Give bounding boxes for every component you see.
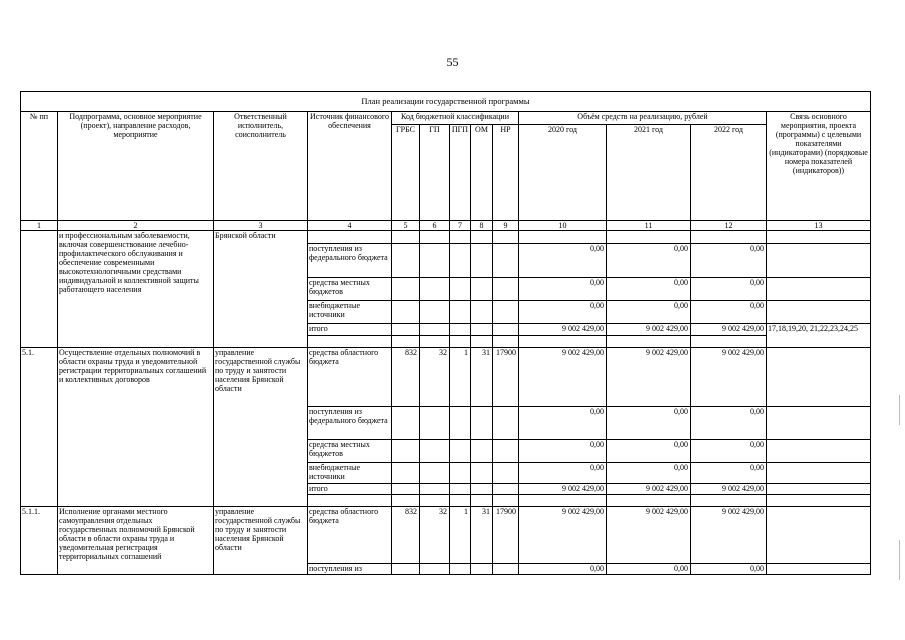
code-np: 17900 [493, 348, 519, 407]
total-2022: 9 002 429,00 [691, 484, 767, 495]
value-2021: 9 002 429,00 [607, 507, 691, 564]
value-2020: 0,00 [519, 463, 607, 484]
code-om: 31 [471, 507, 493, 564]
total-2020: 9 002 429,00 [519, 484, 607, 495]
code-pgp: 1 [450, 348, 471, 407]
column-number-row [21, 221, 871, 231]
value-2022: 9 002 429,00 [691, 507, 767, 564]
value-2021: 0,00 [607, 440, 691, 463]
header-om: ОМ [471, 125, 493, 221]
value-2022: 0,00 [691, 244, 767, 278]
header-amount: Объём средств на реализацию, рублей [519, 112, 767, 125]
value-2022: 0,00 [691, 301, 767, 324]
value-2022: 9 002 429,00 [691, 348, 767, 407]
code-om: 31 [471, 348, 493, 407]
header-source: Источник финансового обеспечения [308, 112, 392, 221]
value-2022: 0,00 [691, 564, 767, 575]
code-gp: 32 [420, 348, 450, 407]
value-2021: 0,00 [607, 244, 691, 278]
source-total: итого [308, 324, 392, 336]
row-executor: управление государственной службы по труду и занятости населения Брянской области [214, 507, 308, 575]
header-2022: 2022 год [691, 125, 767, 221]
header-gp: ГП [420, 125, 450, 221]
source-local: средства местных бюджетов [308, 278, 392, 301]
col-num: 5 [392, 221, 420, 231]
code-pgp: 1 [450, 507, 471, 564]
indicator-numbers: 17,18,19,20, 21,22,23,24,25 [767, 324, 871, 348]
total-2021: 9 002 429,00 [607, 484, 691, 495]
table-row [21, 348, 871, 407]
page-number: 55 [446, 55, 459, 69]
source-total: итого [308, 484, 392, 495]
value-2021: 9 002 429,00 [607, 348, 691, 407]
value-2022: 0,00 [691, 278, 767, 301]
col-num: 3 [214, 221, 308, 231]
value-2021: 0,00 [607, 564, 691, 575]
row-executor: управление государственной службы по труду и занятости населения Брянской области [214, 348, 308, 507]
col-num: 1 [21, 221, 58, 231]
header-executor: Ответственный исполнитель, соисполнитель [214, 112, 308, 221]
header-link: Связь основного мероприятия, проекта (программы) с целевыми показателями (индикаторами) (порядковые номера показателей (индикаторов)) [767, 112, 871, 221]
header-grbs: ГРБС [392, 125, 420, 221]
value-2020: 9 002 429,00 [519, 507, 607, 564]
col-num: 11 [607, 221, 691, 231]
source-local: средства местных бюджетов [308, 440, 392, 463]
value-2022: 0,00 [691, 440, 767, 463]
header-num: № пп [21, 112, 58, 221]
row-description: Осуществление отдельных полномочий в области охраны труда и уведомительной регистрации территориальных соглашений и коллективных договоров [58, 348, 214, 507]
row-number: 5.1. [21, 348, 58, 507]
header-pgp: ПГП [450, 125, 471, 221]
value-2020: 0,00 [519, 278, 607, 301]
table-row [21, 507, 871, 564]
col-num: 7 [450, 221, 471, 231]
col-num: 8 [471, 221, 493, 231]
col-num: 6 [420, 221, 450, 231]
source-regional: средства областного бюджета [308, 507, 392, 564]
program-plan-sheet [20, 91, 871, 575]
row-executor: Брянской области [214, 231, 308, 348]
col-num: 10 [519, 221, 607, 231]
row-number [21, 231, 58, 348]
code-np: 17900 [493, 507, 519, 564]
header-np: НР [493, 125, 519, 221]
row-description: и профессиональным заболеваемости, включая совершенствование лечебно-профилактического обслуживания и обеспечение современными высокотехнологичными средствами индивидуальной и коллективной защиты работающего населения [58, 231, 214, 348]
total-2020: 9 002 429,00 [519, 324, 607, 336]
value-2021: 0,00 [607, 301, 691, 324]
total-2021: 9 002 429,00 [607, 324, 691, 336]
source-extra: внебюджетные источники [308, 463, 392, 484]
col-num: 9 [493, 221, 519, 231]
header-2020: 2020 год [519, 125, 607, 221]
scan-edge-mark [899, 540, 900, 580]
table-row [21, 231, 871, 244]
code-grbs: 832 [392, 348, 420, 407]
code-gp: 32 [420, 507, 450, 564]
source-extra: внебюджетные источники [308, 301, 392, 324]
header-budget-code: Код бюджетной классификации [392, 112, 519, 125]
table-title: План реализации государственной программы [21, 92, 871, 112]
source-federal: поступления из федерального бюджета [308, 407, 392, 440]
value-2022: 0,00 [691, 407, 767, 440]
col-num: 2 [58, 221, 214, 231]
col-num: 13 [767, 221, 871, 231]
value-2020: 0,00 [519, 301, 607, 324]
value-2022: 0,00 [691, 463, 767, 484]
value-2020: 0,00 [519, 564, 607, 575]
value-2020: 9 002 429,00 [519, 348, 607, 407]
row-description: Исполнение органами местного самоуправления отдельных государственных полномочий Брянской области в области охраны труда и уведомительная регистрация территориальных соглашений [58, 507, 214, 575]
program-plan-table [20, 91, 871, 575]
code-grbs: 832 [392, 507, 420, 564]
row-number: 5.1.1. [21, 507, 58, 575]
value-2020: 0,00 [519, 440, 607, 463]
value-2020: 0,00 [519, 244, 607, 278]
value-2021: 0,00 [607, 407, 691, 440]
col-num: 4 [308, 221, 392, 231]
title-row [21, 92, 871, 112]
value-2020: 0,00 [519, 407, 607, 440]
source-federal: поступления из федерального бюджета [308, 244, 392, 278]
header-2021: 2021 год [607, 125, 691, 221]
value-2021: 0,00 [607, 278, 691, 301]
value-2021: 0,00 [607, 463, 691, 484]
source-cell [308, 231, 392, 244]
header-subprogram: Подпрограмма, основное мероприятие (проект), направление расходов, мероприятие [58, 112, 214, 221]
header-row [21, 112, 871, 125]
scan-edge-mark [899, 395, 900, 425]
source-regional: средства областного бюджета [308, 348, 392, 407]
total-2022: 9 002 429,00 [691, 324, 767, 336]
source-federal-partial: поступления из [308, 564, 392, 575]
col-num: 12 [691, 221, 767, 231]
